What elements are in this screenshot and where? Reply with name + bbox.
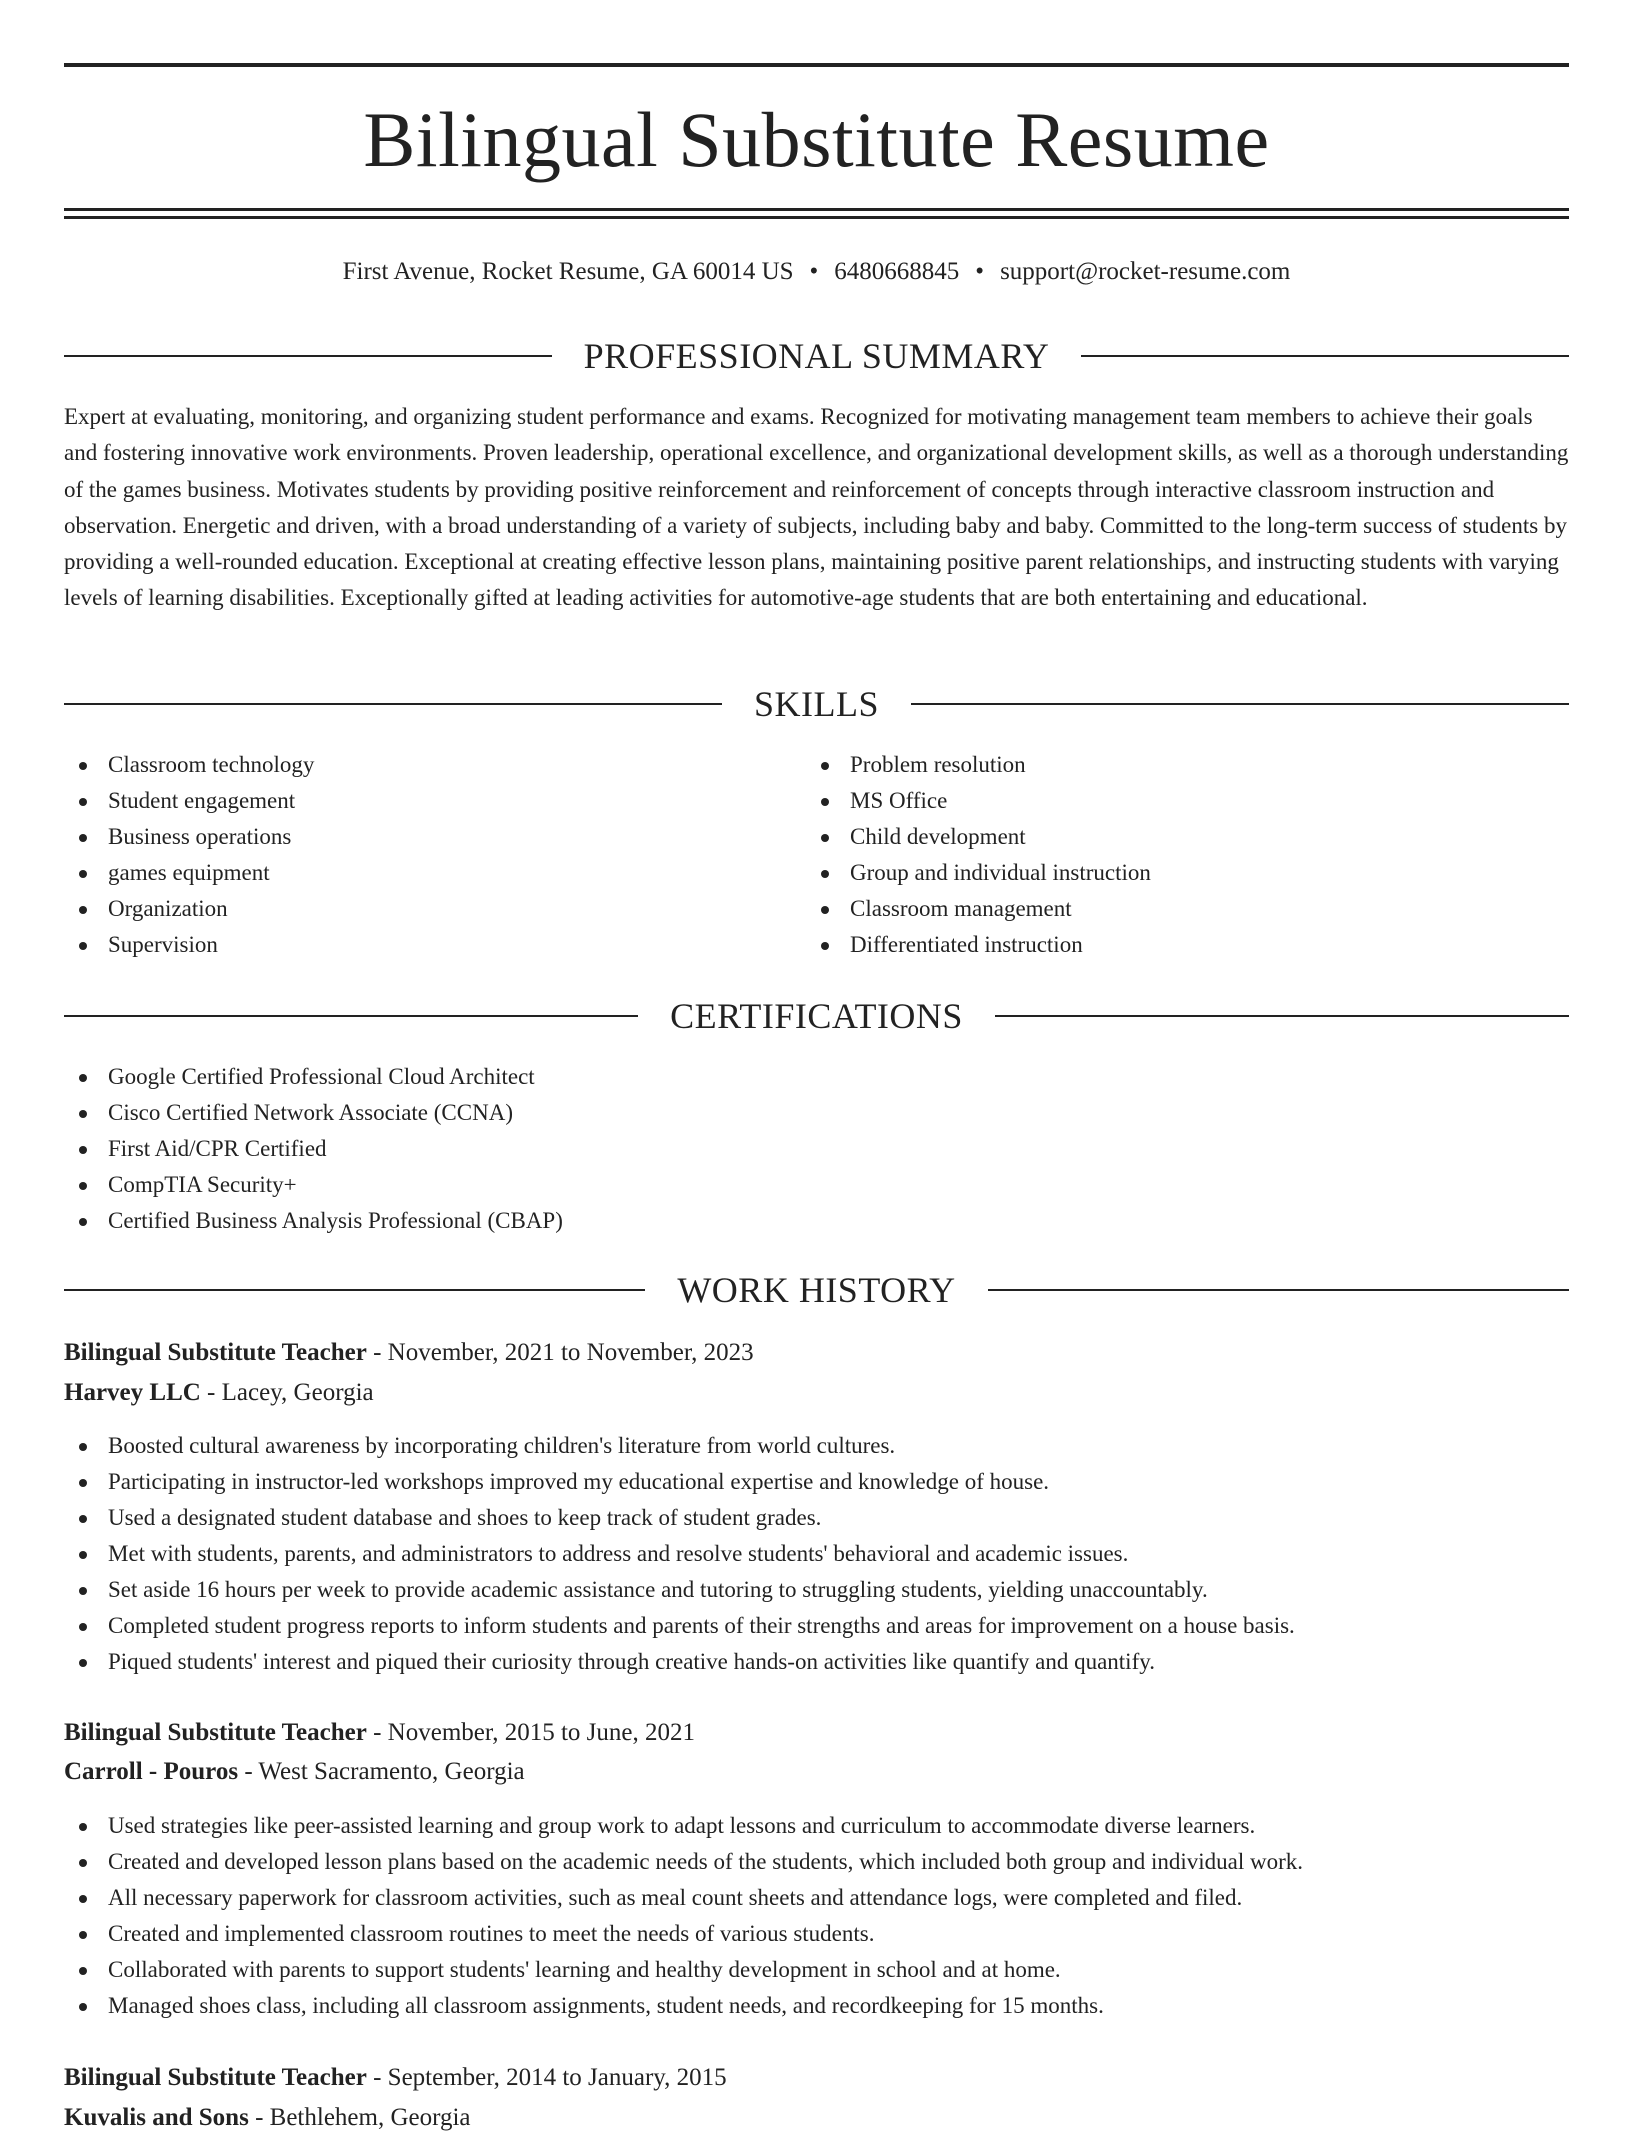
certification-item: Google Certified Professional Cloud Architect xyxy=(64,1059,563,1095)
job-title: Bilingual Substitute Teacher xyxy=(64,1719,367,1746)
job-location: - Bethlehem, Georgia xyxy=(248,2104,471,2131)
section-title: CERTIFICATIONS xyxy=(670,996,963,1036)
job-bullet: Met with students, parents, and administrators to address and resolve students' behavioral and academic issues. xyxy=(64,1536,1295,1572)
skill-item: Organization xyxy=(64,891,314,927)
skill-item: Child development xyxy=(806,819,1151,855)
contact-separator: • xyxy=(809,258,819,285)
contact-line xyxy=(64,254,1569,290)
contact-phone: 6480668845 xyxy=(834,258,960,285)
top-rule xyxy=(64,63,1569,67)
job-title: Bilingual Substitute Teacher xyxy=(64,1339,367,1366)
job-dates: - November, 2021 to November, 2023 xyxy=(366,1339,754,1366)
job-bullet: Used a designated student database and shoes to keep track of student grades. xyxy=(64,1500,1295,1536)
job-title-line xyxy=(64,1715,695,1751)
job-location: - Lacey, Georgia xyxy=(200,1379,374,1406)
section-header-skills xyxy=(64,682,1569,726)
skill-item: Supervision xyxy=(64,927,314,963)
contact-separator: • xyxy=(975,258,985,285)
skills-list-right xyxy=(806,747,1151,963)
section-header-certifications xyxy=(64,994,1569,1038)
job-bullet: Boosted cultural awareness by incorporating children's literature from world cultures. xyxy=(64,1428,1295,1464)
certification-item: Cisco Certified Network Associate (CCNA) xyxy=(64,1095,563,1131)
section-title: WORK HISTORY xyxy=(677,1270,956,1310)
skill-item: Student engagement xyxy=(64,783,314,819)
job-company: Kuvalis and Sons xyxy=(64,2104,249,2131)
title-rule-upper xyxy=(64,208,1569,211)
section-rule xyxy=(64,1289,645,1291)
resume-title: Bilingual Substitute Resume xyxy=(363,96,1270,183)
certification-item: CompTIA Security+ xyxy=(64,1167,563,1203)
job-bullets xyxy=(64,1808,1303,2024)
certifications-list xyxy=(64,1059,563,1239)
skill-item: MS Office xyxy=(806,783,1151,819)
job-bullet: Used strategies like peer-assisted learning and group work to adapt lessons and curriculum to accommodate diverse learners. xyxy=(64,1808,1303,1844)
job-company: Harvey LLC xyxy=(64,1379,201,1406)
job-bullet: Piqued students' interest and piqued their curiosity through creative hands-on activities like quantify and quantify. xyxy=(64,1644,1295,1680)
skill-item: Differentiated instruction xyxy=(806,927,1151,963)
skill-item: Problem resolution xyxy=(806,747,1151,783)
job-bullet: Participating in instructor-led workshops improved my educational expertise and knowledge of house. xyxy=(64,1464,1295,1500)
section-rule xyxy=(995,1015,1569,1017)
job-company: Carroll - Pouros xyxy=(64,1758,239,1785)
section-rule xyxy=(988,1289,1569,1291)
job-title-line xyxy=(64,1335,754,1371)
job-company-line xyxy=(64,1754,525,1790)
job-dates: - September, 2014 to January, 2015 xyxy=(366,2064,727,2091)
job-bullet: Created and implemented classroom routines to meet the needs of various students. xyxy=(64,1916,1303,1952)
job-bullet: Completed student progress reports to inform students and parents of their strengths and areas for improvement on a house basis. xyxy=(64,1608,1295,1644)
job-bullet: Collaborated with parents to support students' learning and healthy development in school and at home. xyxy=(64,1952,1303,1988)
skill-item: games equipment xyxy=(64,855,314,891)
skill-item: Group and individual instruction xyxy=(806,855,1151,891)
job-company-line xyxy=(64,1375,374,1411)
job-bullet: Managed shoes class, including all classroom assignments, student needs, and recordkeeping for 15 months. xyxy=(64,1988,1303,2024)
contact-email: support@rocket-resume.com xyxy=(1000,258,1291,285)
job-title-line xyxy=(64,2060,727,2096)
certification-item: First Aid/CPR Certified xyxy=(64,1131,563,1167)
section-rule xyxy=(64,703,722,705)
job-bullet: All necessary paperwork for classroom activities, such as meal count sheets and attendance logs, were completed and filed. xyxy=(64,1880,1303,1916)
section-title: SKILLS xyxy=(754,684,880,724)
section-rule xyxy=(64,355,552,357)
job-company-line xyxy=(64,2100,471,2136)
section-header-work-history xyxy=(64,1268,1569,1312)
certification-item: Certified Business Analysis Professional (CBAP) xyxy=(64,1203,563,1239)
section-title: PROFESSIONAL SUMMARY xyxy=(583,336,1050,376)
section-rule xyxy=(911,703,1569,705)
section-header-summary xyxy=(64,334,1569,378)
section-rule xyxy=(1081,355,1569,357)
summary-text: Expert at evaluating, monitoring, and organizing student performance and exams. Recognized for motivating management team members to achieve their goals and fostering innovative work environments. Proven leadership, operational excellence, and organizational development skills, as well as a thorough understanding of the games business. Motivates students by providing positive reinforcement and reinforcement of concepts through interactive classroom instruction and observation. Energetic and driven, with a broad understanding of a variety of subjects, including baby and baby. Committed to the long-term success of students by providing a well-rounded education. Exceptional at creating effective lesson plans, maintaining positive parent relationships, and instructing students with varying levels of learning disabilities. Exceptionally gifted at leading activities for automotive-age students that are both entertaining and educational. xyxy=(64,404,1569,611)
section-rule xyxy=(64,1015,638,1017)
skill-item: Classroom technology xyxy=(64,747,314,783)
job-location: - West Sacramento, Georgia xyxy=(238,1758,525,1785)
job-bullet: Set aside 16 hours per week to provide academic assistance and tutoring to struggling students, yielding unaccountably. xyxy=(64,1572,1295,1608)
job-dates: - November, 2015 to June, 2021 xyxy=(366,1719,695,1746)
title-rule-lower xyxy=(64,216,1569,219)
skill-item: Classroom management xyxy=(806,891,1151,927)
job-bullet: Created and developed lesson plans based on the academic needs of the students, which included both group and individual work. xyxy=(64,1844,1303,1880)
contact-address: First Avenue, Rocket Resume, GA 60014 US xyxy=(342,258,794,285)
job-title: Bilingual Substitute Teacher xyxy=(64,2064,367,2091)
skill-item: Business operations xyxy=(64,819,314,855)
job-bullets xyxy=(64,1428,1295,1680)
skills-list-left xyxy=(64,747,314,963)
